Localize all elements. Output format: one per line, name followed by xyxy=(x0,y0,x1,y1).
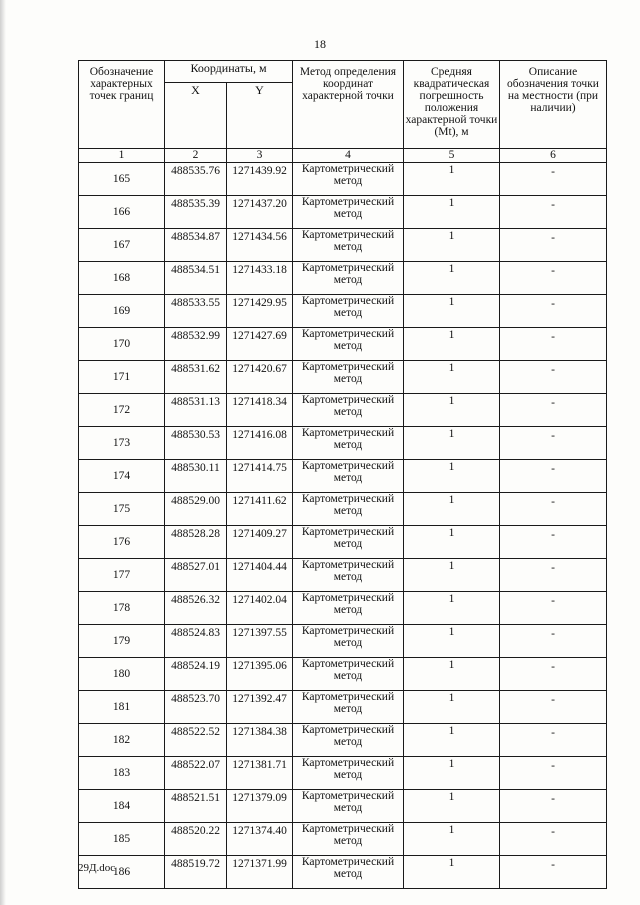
point-number-cell: 172 xyxy=(79,394,165,427)
error-cell: 1 xyxy=(404,262,500,295)
point-number-cell: 181 xyxy=(79,691,165,724)
coordinate-x-cell: 488535.76 xyxy=(165,163,227,196)
point-number-cell: 175 xyxy=(79,493,165,526)
table-row xyxy=(79,559,607,592)
coordinate-x-cell: 488529.00 xyxy=(165,493,227,526)
description-cell: - xyxy=(500,625,607,658)
table-row xyxy=(79,823,607,856)
column-number: 4 xyxy=(293,149,404,163)
method-cell: Картометрический метод xyxy=(293,328,404,361)
coordinate-y-cell: 1271409.27 xyxy=(227,526,293,559)
table-row xyxy=(79,295,607,328)
description-cell: - xyxy=(500,196,607,229)
column-number: 6 xyxy=(500,149,607,163)
coordinate-x-cell: 488519.72 xyxy=(165,856,227,889)
coordinate-x-cell: 488528.28 xyxy=(165,526,227,559)
header-error: Средняя квадратическая погрешность положения характерной точки (Mt), м xyxy=(404,61,500,149)
error-cell: 1 xyxy=(404,163,500,196)
method-cell: Картометрический метод xyxy=(293,361,404,394)
point-number-cell: 165 xyxy=(79,163,165,196)
coordinate-x-cell: 488522.52 xyxy=(165,724,227,757)
column-number: 3 xyxy=(227,149,293,163)
error-cell: 1 xyxy=(404,724,500,757)
error-cell: 1 xyxy=(404,295,500,328)
point-number-cell: 182 xyxy=(79,724,165,757)
table-body xyxy=(79,163,607,889)
description-cell: - xyxy=(500,229,607,262)
description-cell: - xyxy=(500,757,607,790)
description-cell: - xyxy=(500,790,607,823)
error-cell: 1 xyxy=(404,427,500,460)
point-number-cell: 174 xyxy=(79,460,165,493)
table-row xyxy=(79,658,607,691)
error-cell: 1 xyxy=(404,493,500,526)
coordinate-y-cell: 1271384.38 xyxy=(227,724,293,757)
description-cell: - xyxy=(500,262,607,295)
coordinate-x-cell: 488521.51 xyxy=(165,790,227,823)
column-number: 1 xyxy=(79,149,165,163)
error-cell: 1 xyxy=(404,559,500,592)
description-cell: - xyxy=(500,823,607,856)
coordinate-y-cell: 1271411.62 xyxy=(227,493,293,526)
coordinate-x-cell: 488534.51 xyxy=(165,262,227,295)
method-cell: Картометрический метод xyxy=(293,394,404,427)
coordinate-y-cell: 1271437.20 xyxy=(227,196,293,229)
description-cell: - xyxy=(500,691,607,724)
coordinate-x-cell: 488531.62 xyxy=(165,361,227,394)
coordinate-y-cell: 1271402.04 xyxy=(227,592,293,625)
point-number-cell: 166 xyxy=(79,196,165,229)
error-cell: 1 xyxy=(404,856,500,889)
coordinate-x-cell: 488526.32 xyxy=(165,592,227,625)
coordinate-y-cell: 1271381.71 xyxy=(227,757,293,790)
error-cell: 1 xyxy=(404,790,500,823)
method-cell: Картометрический метод xyxy=(293,823,404,856)
error-cell: 1 xyxy=(404,658,500,691)
header-coordinates: Координаты, м xyxy=(165,61,293,83)
method-cell: Картометрический метод xyxy=(293,856,404,889)
error-cell: 1 xyxy=(404,625,500,658)
table-row xyxy=(79,691,607,724)
coordinate-x-cell: 488524.19 xyxy=(165,658,227,691)
point-number-cell: 185 xyxy=(79,823,165,856)
description-cell: - xyxy=(500,361,607,394)
table-row xyxy=(79,790,607,823)
coordinate-x-cell: 488532.99 xyxy=(165,328,227,361)
description-cell: - xyxy=(500,592,607,625)
table-row xyxy=(79,493,607,526)
error-cell: 1 xyxy=(404,592,500,625)
point-number-cell: 170 xyxy=(79,328,165,361)
description-cell: - xyxy=(500,658,607,691)
table-row xyxy=(79,328,607,361)
description-cell: - xyxy=(500,493,607,526)
method-cell: Картометрический метод xyxy=(293,163,404,196)
header-x: X xyxy=(165,83,227,149)
coordinate-x-cell: 488535.39 xyxy=(165,196,227,229)
coordinate-x-cell: 488523.70 xyxy=(165,691,227,724)
point-number-cell: 183 xyxy=(79,757,165,790)
point-number-cell: 186 xyxy=(79,856,165,889)
table-row xyxy=(79,592,607,625)
coordinate-x-cell: 488524.83 xyxy=(165,625,227,658)
method-cell: Картометрический метод xyxy=(293,691,404,724)
error-cell: 1 xyxy=(404,526,500,559)
method-cell: Картометрический метод xyxy=(293,625,404,658)
point-number-cell: 167 xyxy=(79,229,165,262)
point-number-cell: 176 xyxy=(79,526,165,559)
method-cell: Картометрический метод xyxy=(293,658,404,691)
table-row xyxy=(79,625,607,658)
coordinate-y-cell: 1271433.18 xyxy=(227,262,293,295)
coordinate-y-cell: 1271434.56 xyxy=(227,229,293,262)
coordinate-x-cell: 488533.55 xyxy=(165,295,227,328)
method-cell: Картометрический метод xyxy=(293,493,404,526)
description-cell: - xyxy=(500,724,607,757)
error-cell: 1 xyxy=(404,460,500,493)
header-description: Описание обозначения точки на местности (при наличии) xyxy=(500,61,607,149)
description-cell: - xyxy=(500,460,607,493)
column-number: 2 xyxy=(165,149,227,163)
coordinate-y-cell: 1271392.47 xyxy=(227,691,293,724)
footer-filename: 29Д.doc xyxy=(78,862,116,874)
description-cell: - xyxy=(500,856,607,889)
point-number-cell: 179 xyxy=(79,625,165,658)
point-number-cell: 171 xyxy=(79,361,165,394)
method-cell: Картометрический метод xyxy=(293,559,404,592)
description-cell: - xyxy=(500,394,607,427)
method-cell: Картометрический метод xyxy=(293,790,404,823)
coordinate-x-cell: 488520.22 xyxy=(165,823,227,856)
method-cell: Картометрический метод xyxy=(293,724,404,757)
error-cell: 1 xyxy=(404,229,500,262)
coordinate-y-cell: 1271427.69 xyxy=(227,328,293,361)
point-number-cell: 168 xyxy=(79,262,165,295)
point-number-cell: 180 xyxy=(79,658,165,691)
error-cell: 1 xyxy=(404,328,500,361)
table-row xyxy=(79,196,607,229)
error-cell: 1 xyxy=(404,394,500,427)
header-y: Y xyxy=(227,83,293,149)
point-number-cell: 184 xyxy=(79,790,165,823)
method-cell: Картометрический метод xyxy=(293,427,404,460)
method-cell: Картометрический метод xyxy=(293,262,404,295)
point-number-cell: 177 xyxy=(79,559,165,592)
method-cell: Картометрический метод xyxy=(293,196,404,229)
column-number: 5 xyxy=(404,149,500,163)
description-cell: - xyxy=(500,163,607,196)
table-row xyxy=(79,361,607,394)
header-method: Метод определения координат характерной точки xyxy=(293,61,404,149)
coordinate-x-cell: 488530.53 xyxy=(165,427,227,460)
boundary-points-table xyxy=(78,60,607,889)
coordinate-x-cell: 488527.01 xyxy=(165,559,227,592)
coordinate-y-cell: 1271395.06 xyxy=(227,658,293,691)
table-row xyxy=(79,856,607,889)
table-row xyxy=(79,229,607,262)
error-cell: 1 xyxy=(404,757,500,790)
table-row xyxy=(79,394,607,427)
coordinate-y-cell: 1271404.44 xyxy=(227,559,293,592)
coordinate-y-cell: 1271416.08 xyxy=(227,427,293,460)
coordinate-y-cell: 1271429.95 xyxy=(227,295,293,328)
error-cell: 1 xyxy=(404,823,500,856)
point-number-cell: 173 xyxy=(79,427,165,460)
coordinate-x-cell: 488522.07 xyxy=(165,757,227,790)
point-number-cell: 169 xyxy=(79,295,165,328)
point-number-cell: 178 xyxy=(79,592,165,625)
coordinate-y-cell: 1271397.55 xyxy=(227,625,293,658)
table-row xyxy=(79,427,607,460)
table-row xyxy=(79,526,607,559)
method-cell: Картометрический метод xyxy=(293,526,404,559)
table-row xyxy=(79,163,607,196)
method-cell: Картометрический метод xyxy=(293,460,404,493)
method-cell: Картометрический метод xyxy=(293,757,404,790)
coordinate-x-cell: 488534.87 xyxy=(165,229,227,262)
method-cell: Картометрический метод xyxy=(293,229,404,262)
column-number-row xyxy=(79,149,607,163)
coordinate-x-cell: 488530.11 xyxy=(165,460,227,493)
table-row xyxy=(79,460,607,493)
coordinate-y-cell: 1271414.75 xyxy=(227,460,293,493)
error-cell: 1 xyxy=(404,361,500,394)
coordinate-x-cell: 488531.13 xyxy=(165,394,227,427)
table-row xyxy=(79,757,607,790)
coordinate-y-cell: 1271418.34 xyxy=(227,394,293,427)
coordinate-y-cell: 1271439.92 xyxy=(227,163,293,196)
table-row xyxy=(79,724,607,757)
error-cell: 1 xyxy=(404,196,500,229)
coordinate-y-cell: 1271379.09 xyxy=(227,790,293,823)
coordinate-y-cell: 1271420.67 xyxy=(227,361,293,394)
description-cell: - xyxy=(500,559,607,592)
description-cell: - xyxy=(500,526,607,559)
error-cell: 1 xyxy=(404,691,500,724)
description-cell: - xyxy=(500,427,607,460)
coordinate-y-cell: 1271371.99 xyxy=(227,856,293,889)
method-cell: Картометрический метод xyxy=(293,592,404,625)
header-point-designation: Обозначение характерных точек границ xyxy=(79,61,165,149)
description-cell: - xyxy=(500,328,607,361)
description-cell: - xyxy=(500,295,607,328)
method-cell: Картометрический метод xyxy=(293,295,404,328)
coordinate-y-cell: 1271374.40 xyxy=(227,823,293,856)
scan-edge-shadow xyxy=(0,0,6,905)
table-row xyxy=(79,262,607,295)
page-number: 18 xyxy=(314,37,326,51)
